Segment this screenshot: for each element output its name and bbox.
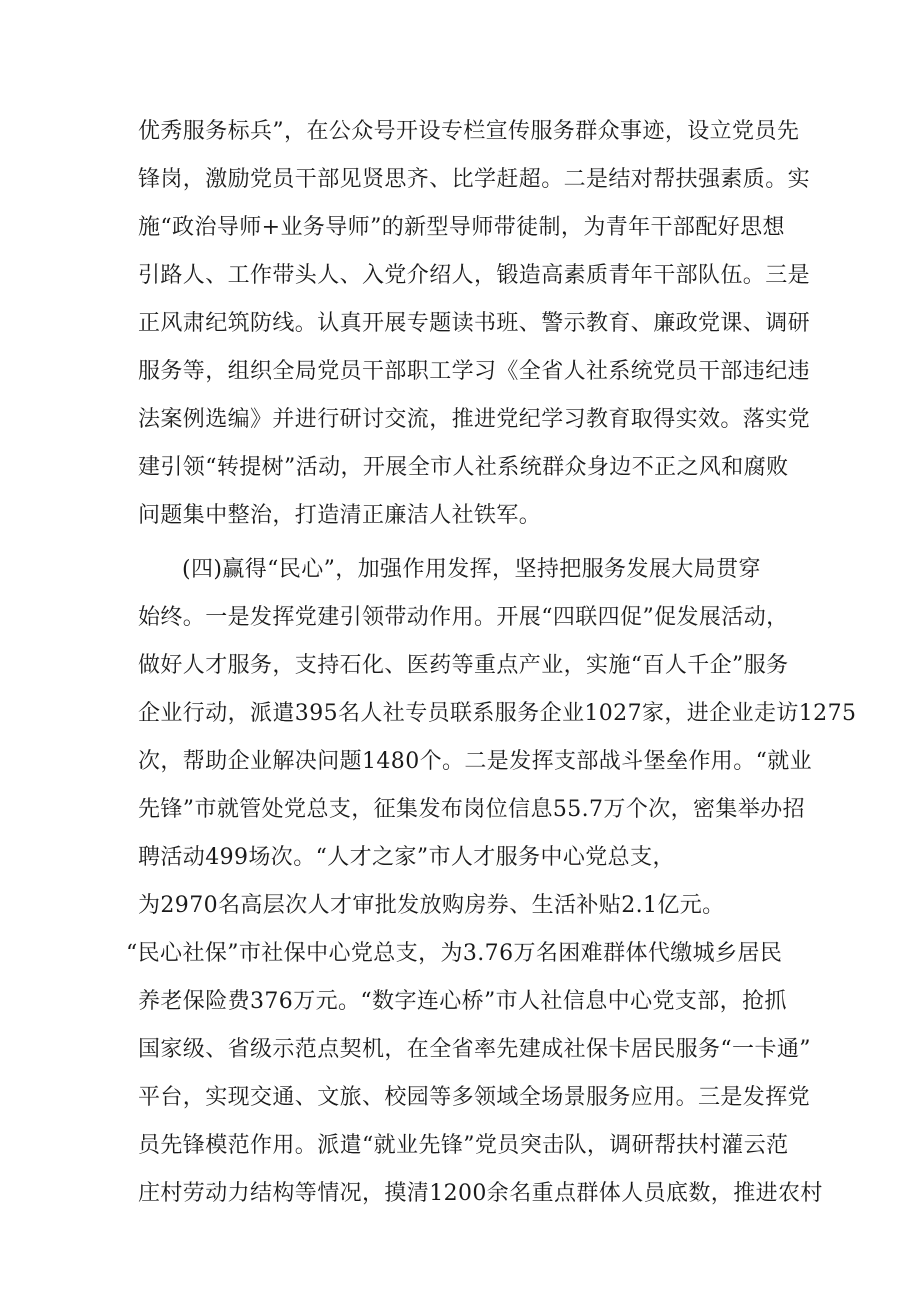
section-heading-line: (四)赢得“民心”，加强作用发挥，坚持把服务发展大局贯穿	[182, 557, 761, 582]
text-line: 始终。一是发挥党建引领带动作用。开展“四联四促”促发展活动，	[138, 605, 789, 630]
text-line: 正风肃纪筑防线。认真开展专题读书班、警示教育、廉政党课、调研	[138, 311, 811, 336]
paragraph-social-security	[126, 930, 823, 1218]
text-line: 引路人、工作带头人、入党介绍人，锻造高素质青年干部队伍。三是	[138, 263, 811, 288]
text-line: 施“政治导师+业务导师”的新型导师带徒制，为青年干部配好思想	[138, 215, 785, 240]
text-line: 问题集中整治，打造清正廉洁人社铁军。	[138, 503, 542, 528]
paragraph-win-people-hearts	[138, 546, 857, 930]
text-line: 锋岗，激励党员干部见贤思齐、比学赶超。二是结对帮扶强素质。实	[138, 167, 811, 192]
text-line: 次，帮助企业解决问题1480个。二是发挥支部战斗堡垒作用。“就业	[138, 749, 813, 774]
text-line: “民心社保”市社保中心党总支，为3.76万名困难群体代缴城乡居民	[126, 941, 783, 966]
text-line: 庄村劳动力结构等情况，摸清1200余名重点群体人员底数，推进农村	[138, 1181, 823, 1206]
text-line: 国家级、省级示范点契机，在全省率先建成社保卡居民服务“一卡通”	[138, 1037, 811, 1062]
text-line: 聘活动499场次。“人才之家”市人才服务中心党总支，	[138, 845, 675, 870]
text-line: 法案例选编》并进行研讨交流，推进党纪学习教育取得实效。落实党	[138, 407, 811, 432]
text-line: 优秀服务标兵”，在公众号开设专栏宣传服务群众事迹，设立党员先	[138, 119, 800, 144]
text-line: 养老保险费376万元。“数字连心桥”市人社信息中心党支部，抢抓	[138, 989, 787, 1014]
text-line: 做好人才服务，支持石化、医药等重点产业，实施“百人千企”服务	[138, 653, 789, 678]
text-line: 员先锋模范作用。派遣“就业先锋”党员突击队，调研帮扶村灌云范	[138, 1133, 789, 1158]
paragraph-party-discipline	[138, 108, 811, 540]
text-line: 平台，实现交通、文旅、校园等多领域全场景服务应用。三是发挥党	[138, 1085, 811, 1110]
text-line: 先锋”市就管处党总支，征集发布岗位信息55.7万个次，密集举办招	[138, 797, 806, 822]
text-line: 企业行动，派遣395名人社专员联系服务企业1027家，进企业走访1275	[138, 701, 857, 726]
text-line: 建引领“转提树”活动，开展全市人社系统群众身边不正之风和腐败	[138, 455, 789, 480]
text-line: 为2970名高层次人才审批发放购房券、生活补贴2.1亿元。	[138, 893, 725, 918]
text-line: 服务等，组织全局党员干部职工学习《全省人社系统党员干部违纪违	[138, 359, 811, 384]
